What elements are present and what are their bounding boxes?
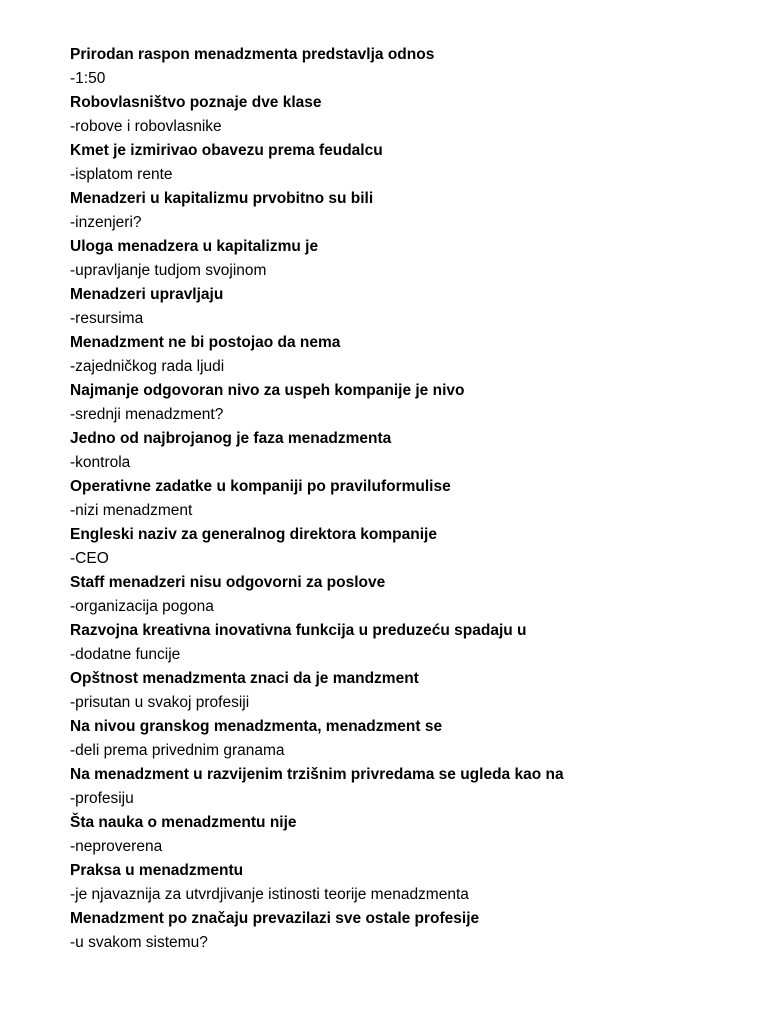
document-page: [70, 43, 750, 955]
question-text: Razvojna kreativna inovativna funkcija u preduzeću spadaju u: [70, 622, 527, 639]
question-text: Menadzeri u kapitalizmu prvobitno su bili: [70, 190, 374, 207]
question-text: Na nivou granskog menadzmenta, menadzment se: [70, 718, 443, 735]
answer-text: -isplatom rente: [70, 166, 173, 183]
qa-item: [70, 811, 750, 859]
answer-text: -deli prema privednim granama: [70, 742, 285, 759]
qa-item: [70, 571, 750, 619]
answer-text: -je njavaznija za utvrdjivanje istinosti teorije menadzmenta: [70, 886, 469, 903]
qa-item: [70, 43, 750, 91]
question-text: Kmet je izmirivao obavezu prema feudalcu: [70, 142, 383, 159]
answer-text: -1:50: [70, 70, 106, 87]
question-text: Menadzeri upravljaju: [70, 286, 224, 303]
qa-item: [70, 235, 750, 283]
question-text: Najmanje odgovoran nivo za uspeh kompanije je nivo: [70, 382, 465, 399]
qa-item: [70, 427, 750, 475]
answer-text: -dodatne funcije: [70, 646, 181, 663]
qa-item: [70, 475, 750, 523]
answer-text: -u svakom sistemu?: [70, 934, 208, 951]
answer-text: -prisutan u svakoj profesiji: [70, 694, 250, 711]
qa-item: [70, 907, 750, 955]
answer-text: -CEO: [70, 550, 109, 567]
answer-text: -nizi menadzment: [70, 502, 193, 519]
qa-item: [70, 715, 750, 763]
question-text: Staff menadzeri nisu odgovorni za poslove: [70, 574, 386, 591]
question-text: Praksa u menadzmentu: [70, 862, 244, 879]
qa-item: [70, 763, 750, 811]
answer-text: -srednji menadzment?: [70, 406, 224, 423]
answer-text: -neproverena: [70, 838, 163, 855]
qa-item: [70, 859, 750, 907]
answer-text: -kontrola: [70, 454, 131, 471]
qa-item: [70, 331, 750, 379]
qa-item: [70, 379, 750, 427]
question-text: Operativne zadatke u kompaniji po praviluformulise: [70, 478, 451, 495]
qa-item: [70, 91, 750, 139]
answer-text: -robove i robovlasnike: [70, 118, 222, 135]
qa-item: [70, 139, 750, 187]
question-text: Robovlasništvo poznaje dve klase: [70, 94, 322, 111]
qa-item: [70, 667, 750, 715]
question-text: Opštnost menadzmenta znaci da je mandzment: [70, 670, 419, 687]
qa-item: [70, 523, 750, 571]
question-text: Jedno od najbrojanog je faza menadzmenta: [70, 430, 392, 447]
qa-item: [70, 619, 750, 667]
question-text: Uloga menadzera u kapitalizmu je: [70, 238, 319, 255]
answer-text: -inzenjeri?: [70, 214, 142, 231]
qa-item: [70, 187, 750, 235]
question-text: Menadzment po značaju prevazilazi sve ostale profesije: [70, 910, 480, 927]
answer-text: -zajedničkog rada ljudi: [70, 358, 225, 375]
answer-text: -upravljanje tudjom svojinom: [70, 262, 267, 279]
question-text: Engleski naziv za generalnog direktora kompanije: [70, 526, 437, 543]
answer-text: -organizacija pogona: [70, 598, 214, 615]
qa-item: [70, 283, 750, 331]
question-text: Na menadzment u razvijenim trzišnim privredama se ugleda kao na: [70, 766, 564, 783]
question-text: Menadzment ne bi postojao da nema: [70, 334, 341, 351]
question-text: Prirodan raspon menadzmenta predstavlja odnos: [70, 46, 435, 63]
answer-text: -resursima: [70, 310, 144, 327]
question-text: Šta nauka o menadzmentu nije: [70, 814, 297, 831]
answer-text: -profesiju: [70, 790, 134, 807]
